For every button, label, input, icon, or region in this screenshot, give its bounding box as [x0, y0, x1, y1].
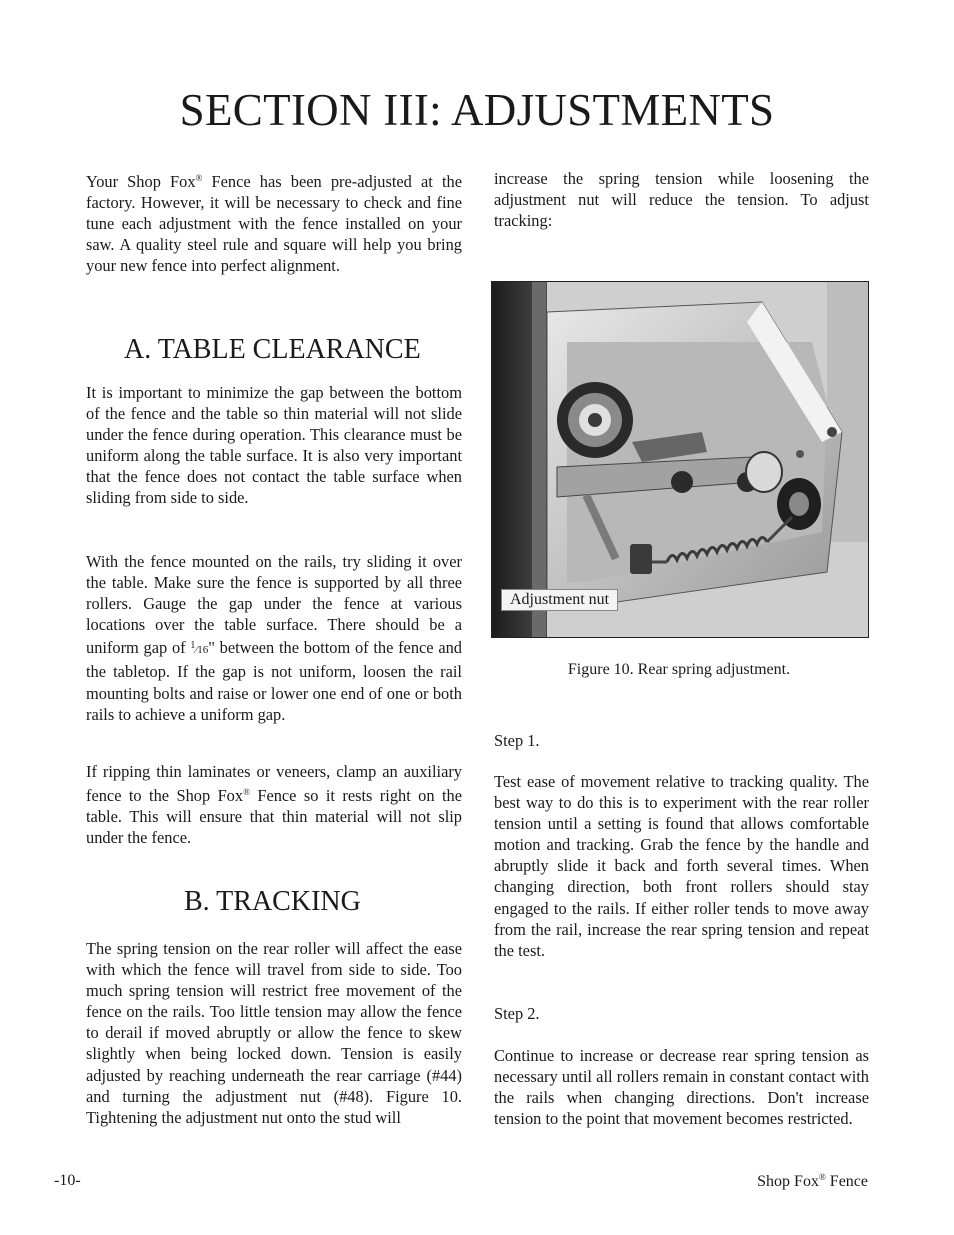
page-title: SECTION III: ADJUSTMENTS	[179, 85, 775, 135]
adjustment-nut-label: Adjustment nut	[501, 589, 618, 611]
registered-mark: ®	[195, 173, 203, 183]
rear-carriage-illustration	[492, 282, 868, 637]
step-2-title: Step 2.	[494, 1004, 540, 1023]
section-a-heading: A. TABLE CLEARANCE	[124, 334, 421, 365]
registered-mark: ®	[243, 787, 250, 798]
rear-spring-photo	[491, 281, 869, 638]
section-b-heading: B. TRACKING	[184, 886, 361, 917]
step-1-title: Step 1.	[494, 731, 540, 750]
footer-brand: Shop Fox® Fence	[757, 1172, 868, 1190]
registered-mark: ®	[818, 1172, 826, 1182]
page-number: -10-	[54, 1172, 81, 1189]
figure-caption: Figure 10. Rear spring adjustment.	[567, 661, 791, 678]
tracking-paragraph-continued: increase the spring tension while loosening the adjustment nut will reduce the tension. To adjust tracking:	[494, 169, 869, 231]
fraction-one-sixteenth: 1⁄16	[190, 640, 209, 657]
table-clearance-paragraph-2: With the fence mounted on the rails, try sliding it over the table. Make sure the fence is supported by all three rollers. Gauge the gap under the fence at various locations over the table surface. There should be a uniform gap of 1⁄16" between the bottom of the fence and the tabletop. If the gap is not uniform, loosen the rail mounting bolts and raise or lower one end of one or both rails to achieve a uniform gap.	[86, 552, 462, 724]
step-2-text: Continue to increase or decrease rear spring tension as necessary until all rollers remain in constant contact with the rails when changing directions. Don't increase tension to the point that movement becomes restricted.	[494, 1046, 869, 1129]
table-clearance-paragraph-3: If ripping thin laminates or veneers, clamp an auxiliary fence to the Shop Fox® Fence so it rests right on the table. This will ensure that thin material will not slip under the fence.	[86, 762, 462, 848]
tracking-paragraph: The spring tension on the rear roller will affect the ease with which the fence will travel from side to side. Too much spring tension will restrict free movement of the fence on the rails. Too little tension may allow the fence to derail if moved abruptly or allow the fence to skew slightly when being locked down. Tension is easily adjusted by reaching underneath the rear carriage (#44) and turning the adjustment nut (#48). Figure 10. Tightening the adjustment nut onto the stud will	[86, 939, 462, 1127]
step-1-text: Test ease of movement relative to tracking quality. The best way to do this is to experiment with the rear roller tension until a setting is found that allows comfortable motion and tracking. Grab the fence by the handle and abruptly slide it back and forth several times. When changing direction, both front rollers should stay engaged to the rails. If either roller tends to move away from the rail, increase the rear spring tension and repeat the test.	[494, 772, 869, 960]
table-clearance-paragraph-1: It is important to minimize the gap between the bottom of the fence and the table so thin material will not slide under the fence during operation. This clearance must be uniform along the table surface. It is also very important that the fence does not contact the table surface when sliding from side to side.	[86, 383, 462, 508]
intro-paragraph: Your Shop Fox® Fence has been pre-adjusted at the factory. However, it will be necessary to check and fine tune each adjustment with the fence installed on your saw. A quality steel rule and square will help you bring your new fence into perfect alignment.	[86, 172, 462, 276]
